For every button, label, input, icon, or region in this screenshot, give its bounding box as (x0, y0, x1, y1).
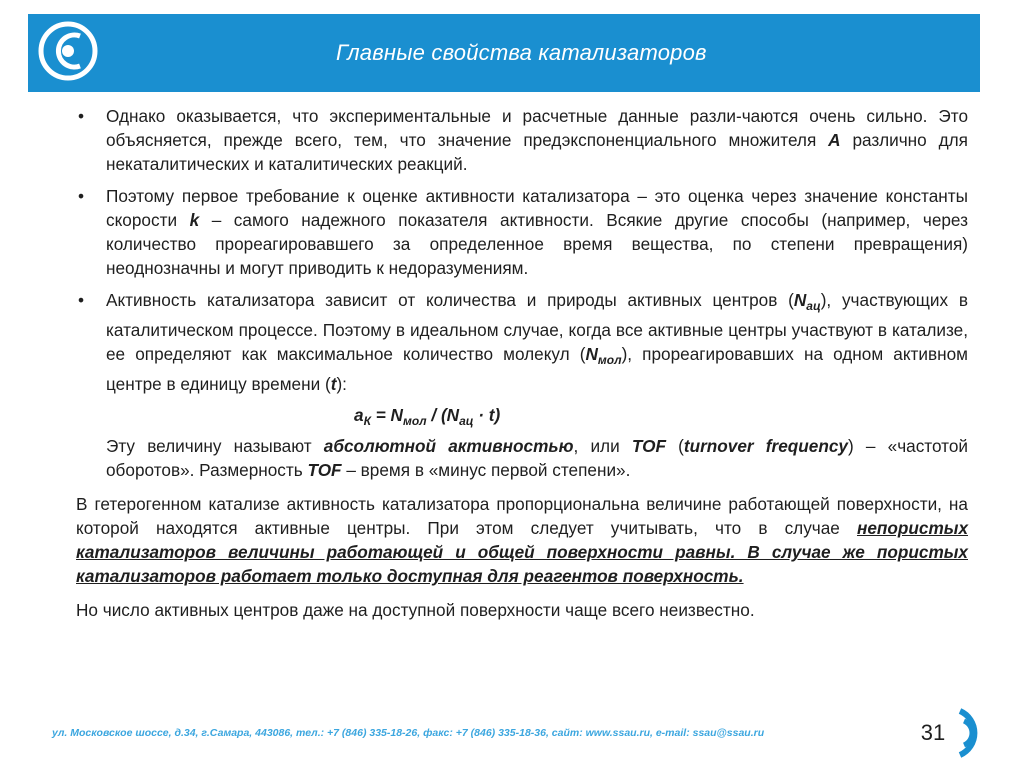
text-segment: , или (573, 436, 632, 456)
text-segment: В гетерогенном катализе активность катализатора пропорциональна величине работающей поверхности, на которой находятся активные центры. При этом следует учитывать, что в случае (76, 494, 968, 538)
footer-address: ул. Московское шоссе, д.34, г.Самара, 443086, тел.: +7 (846) 335-18-26, факс: +7 (846) 335-18-36, сайт: www.ssau.ru, e-mail: ssau@ssau.ru (52, 727, 765, 739)
text-segment: Эту величину называют (106, 436, 324, 456)
text-segment: TOF (631, 436, 666, 456)
text-segment: TOF (307, 460, 342, 480)
bullet-1-text (106, 106, 968, 174)
final-paragraph: Но число активных центров даже на доступной поверхности чаще всего неизвестно. (76, 600, 755, 620)
text-segment: мол (597, 353, 622, 367)
text-segment: a (354, 405, 364, 425)
text-segment: ): (336, 374, 347, 394)
slide-body (76, 104, 968, 622)
page-number: 31 (912, 714, 954, 752)
text-segment: К (363, 414, 371, 428)
text-segment: Поэтому первое требование к оценке активности катализатора – это оценка через значение константы скорости (106, 186, 968, 230)
text-segment: Однако оказывается, что экспериментальные и расчетные данные разли-чаются очень сильно. Это объясняется, прежде всего, тем, что значение предэкспоненциального множителя (106, 106, 968, 150)
text-segment: – самого надежного показателя активности. Всякие другие способы (например, через количество прореагировавшего за определенное время вещества, по степени превращения) неоднозначны и могут приводить к недоразумениям. (106, 210, 968, 278)
text-segment: – время в «минус первой степени». (341, 460, 631, 480)
text-segment: A (828, 130, 841, 150)
text-segment: мол (402, 414, 427, 428)
text-segment: ( (665, 436, 684, 456)
bullet-dot: • (78, 186, 85, 206)
text-segment: N (793, 290, 807, 310)
bullet-2-text (106, 186, 968, 278)
text-segment: ), прореагировавших на одном активном центре в единицу времени ( (106, 344, 968, 394)
ssau-footer-logo-icon (950, 703, 1010, 763)
surface-paragraph (76, 492, 968, 588)
formula (76, 396, 968, 434)
text-segment: абсолютной активностью (323, 436, 574, 456)
text-segment: t (330, 374, 337, 394)
text-segment: различно для некаталитических и каталитических реакций. (106, 130, 968, 174)
text-segment: N (585, 344, 598, 364)
text-segment: ) – «частотой оборотов». Размерность (106, 436, 969, 480)
text-segment: = N (370, 405, 403, 425)
slide-title: Главные свойства катализаторов (336, 40, 707, 65)
bullet-dot: • (78, 290, 85, 310)
bullet-dot: • (78, 106, 85, 126)
text-segment: непористых катализаторов величины работающей и общей поверхности равны. В случае же пористых катализаторов работает только доступная для реагентов поверхность. (76, 518, 968, 586)
text-segment: turnover frequency (683, 436, 848, 456)
text-segment: Активность катализатора зависит от количества и природы активных центров ( (106, 290, 794, 310)
text-segment: ац (806, 299, 821, 313)
bullet-2 (76, 184, 968, 280)
ssau-logo-icon (38, 16, 98, 86)
text-segment: · t) (473, 405, 501, 425)
bullet-3-text (106, 290, 968, 394)
tof-paragraph (76, 434, 968, 482)
text-segment: / (N (426, 405, 460, 425)
text-segment: ац (459, 414, 474, 428)
text-segment: ), участвующих в каталитическом процессе. Поэтому в идеальном случае, когда все активные центры участвуют в катализе, ее определяют как максимальное количество молекул ( (106, 290, 969, 364)
bullet-3 (76, 288, 968, 396)
bullet-1 (76, 104, 968, 176)
text-segment: k (189, 210, 200, 230)
